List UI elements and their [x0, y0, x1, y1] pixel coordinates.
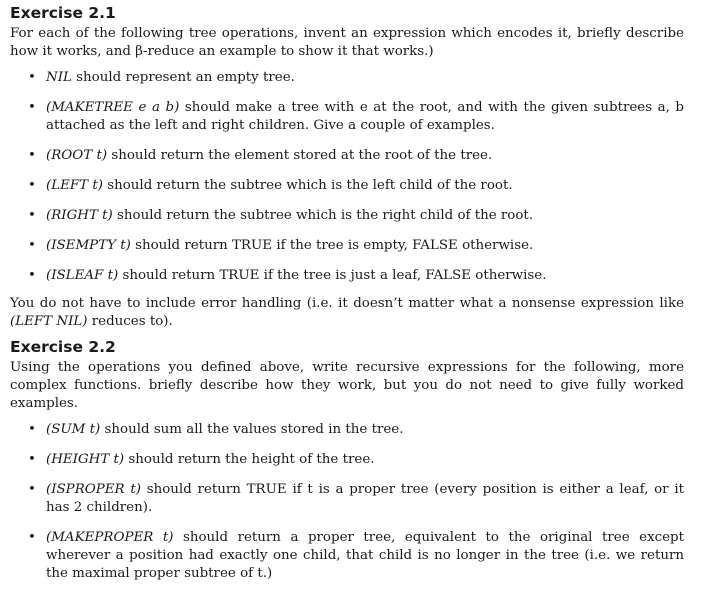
- note-text-after: reduces to).: [87, 314, 173, 329]
- exercise-2-2-intro: Using the operations you defined above, write recursive expressions for the following, more complex functions. briefly describe how they work, but you do not need to give fully worked examples.: [10, 360, 684, 411]
- operation-description: should return a proper tree, equivalent to the original tree except wherever a position had exactly one child, that child is no longer in the tree (i.e. we return the maximal proper subtree of t.): [46, 530, 685, 581]
- operation-name: (MAKEPROPER t): [46, 530, 174, 545]
- operation-description: should return the height of the tree.: [124, 452, 375, 467]
- exercise-2-2-heading: Exercise 2.2: [10, 338, 116, 356]
- note-text-before: You do not have to include error handling (i.e. it doesn’t matter what a nonsense expression like: [10, 296, 684, 311]
- note-code: (LEFT NIL): [10, 314, 88, 329]
- bullet: •: [28, 208, 36, 223]
- list-item: [10, 177, 684, 195]
- exercise-2-1-list: [10, 69, 684, 285]
- list-item: [10, 267, 684, 285]
- bullet: •: [28, 100, 36, 115]
- list-item: [10, 69, 684, 87]
- exercise-2-1-heading: Exercise 2.1: [10, 4, 116, 22]
- list-item: [10, 421, 684, 439]
- bullet: •: [28, 178, 36, 193]
- list-item: [10, 99, 684, 135]
- list-item: [10, 237, 684, 255]
- operation-name: (MAKETREE e a b): [46, 100, 180, 115]
- operation-description: should return TRUE if t is a proper tree (every position is either a leaf, or it has 2 children).: [46, 482, 684, 515]
- operation-description: should return TRUE if the tree is empty, FALSE otherwise.: [130, 238, 534, 253]
- error-handling-note: [10, 295, 684, 331]
- bullet: •: [28, 148, 36, 163]
- operation-name: (ISPROPER t): [46, 482, 141, 497]
- bullet: •: [28, 268, 36, 283]
- list-item: [10, 451, 684, 469]
- bullet: •: [28, 238, 36, 253]
- bullet: •: [28, 452, 36, 467]
- operation-name: (ISEMPTY t): [46, 238, 131, 253]
- operation-description: should return the subtree which is the right child of the root.: [112, 208, 534, 223]
- exercise-2-1-intro: For each of the following tree operations, invent an expression which encodes it, briefly describe how it works, and β-reduce an example to show it that works.): [10, 26, 684, 59]
- bullet: •: [28, 530, 36, 545]
- operation-name: NIL: [46, 70, 72, 85]
- operation-name: (LEFT t): [46, 178, 103, 193]
- bullet: •: [28, 422, 36, 437]
- list-item: [10, 529, 684, 583]
- operation-name: (SUM t): [46, 422, 101, 437]
- bullet: •: [28, 70, 36, 85]
- operation-name: (ROOT t): [46, 148, 108, 163]
- document-page: [10, 3, 684, 595]
- operation-name: (RIGHT t): [46, 208, 113, 223]
- operation-name: (HEIGHT t): [46, 452, 125, 467]
- operation-description: should return TRUE if the tree is just a leaf, FALSE otherwise.: [118, 268, 547, 283]
- list-item: [10, 481, 684, 517]
- operation-name: (ISLEAF t): [46, 268, 119, 283]
- list-item: [10, 207, 684, 225]
- operation-description: should sum all the values stored in the tree.: [100, 422, 404, 437]
- operation-description: should return the element stored at the root of the tree.: [107, 148, 493, 163]
- list-item: [10, 147, 684, 165]
- exercise-2-2-list: [10, 421, 684, 583]
- bullet: •: [28, 482, 36, 497]
- operation-description: should return the subtree which is the left child of the root.: [102, 178, 513, 193]
- operation-description: should represent an empty tree.: [71, 70, 295, 85]
- operation-description: should make a tree with e at the root, and with the given subtrees a, b attached as the left and right children. Give a couple of examples.: [46, 100, 685, 133]
